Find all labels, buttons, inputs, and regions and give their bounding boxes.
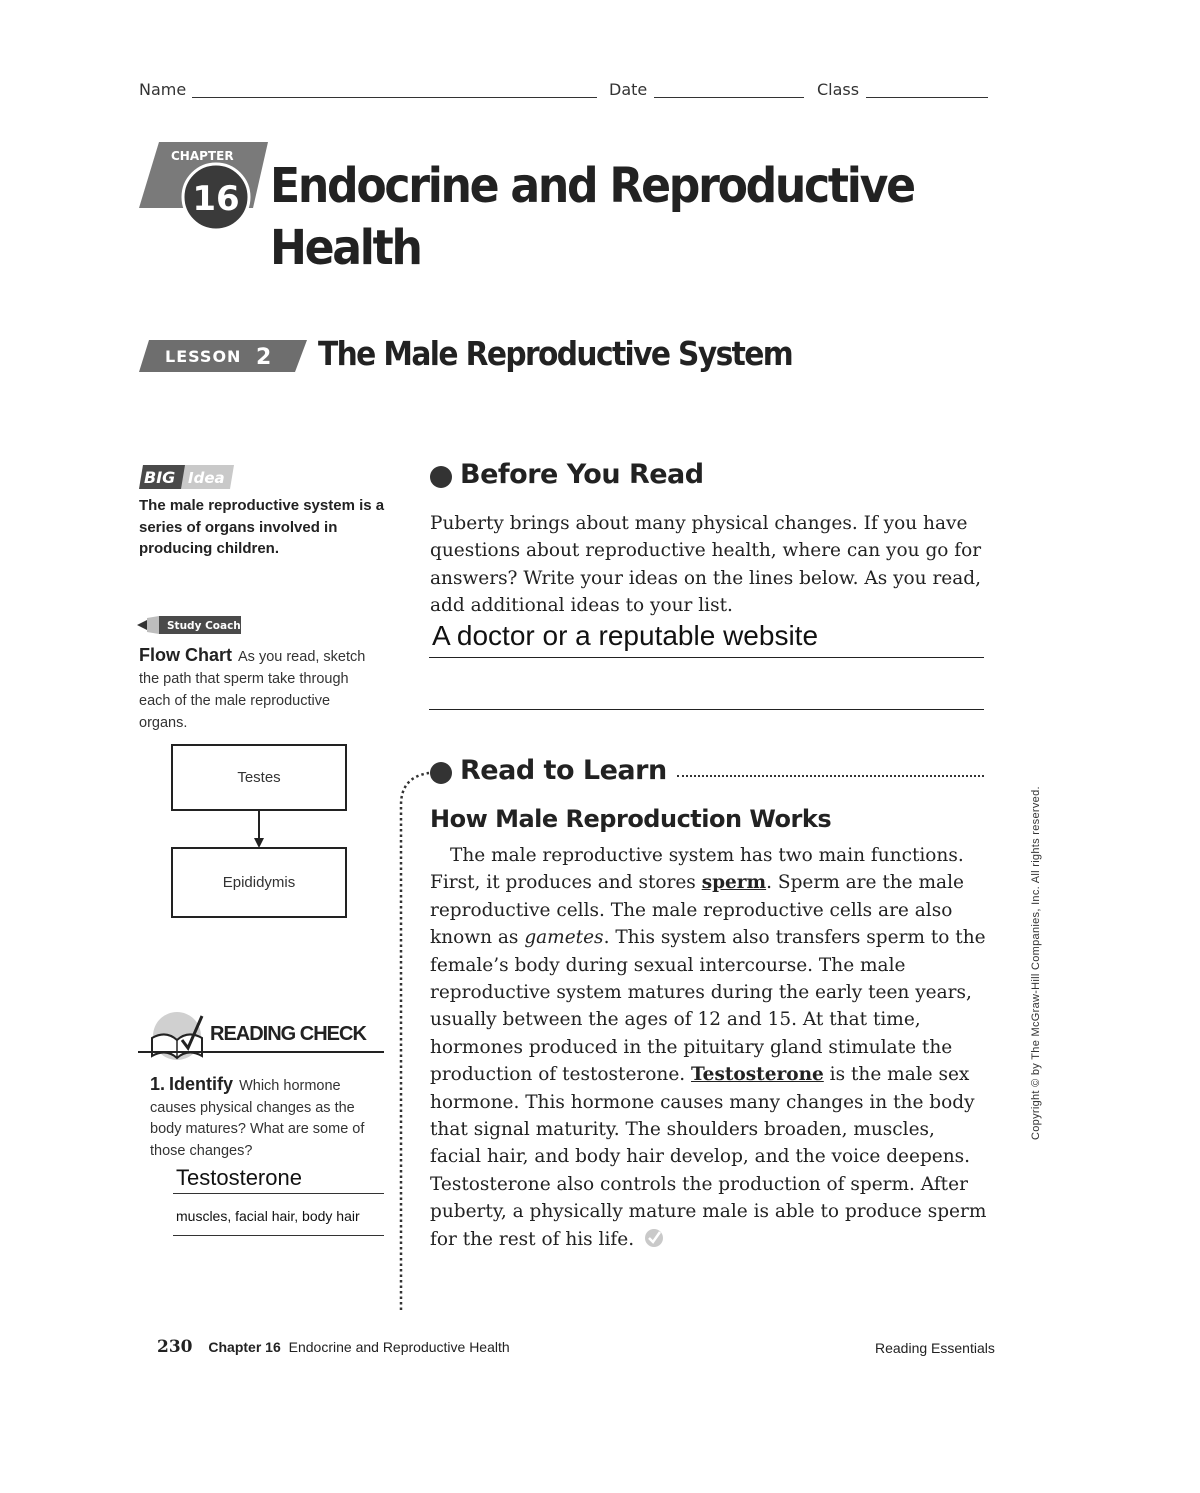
page-number: 230 [157, 1337, 193, 1357]
name-label: Name [139, 80, 187, 99]
flow-chart-text: As you read, sketch the path that sperm take through each of the male reproductive organs. [139, 649, 366, 731]
before-you-read-text: Puberty brings about many physical changes. If you have questions about reproductive health, where can you go for answers? Write your ideas on the lines below. As you read, add additional ideas to your list. [430, 513, 982, 617]
pencil-tip-icon [137, 620, 147, 630]
flow-box-label: Testes [237, 769, 281, 786]
footer-chapter-title: Endocrine and Reproductive Health [288, 1339, 510, 1355]
section-bullet-icon [430, 466, 452, 488]
read-to-learn-heading: Read to Learn [460, 755, 667, 786]
answer-line-a [429, 657, 984, 658]
flow-box-testes[interactable] [171, 744, 347, 811]
paragraph-part-4: is the male sex hormone. This hormone causes many changes in the body that signal maturity. The shoulders broaden, muscles, facial hair, and body hair develop, and the voice deepens. Testosterone also controls the production of sperm. After puberty, a physically mature male is able to produce sperm for the rest of his life. [430, 1064, 987, 1250]
name-field[interactable] [192, 97, 597, 98]
flow-chart-instructions [139, 644, 379, 734]
reading-check-question [150, 1074, 390, 1162]
paragraph-part-3: . This system also transfers sperm to the female’s body during sexual intercourse. The male reproductive system matures during the early teen years, usually between the ages of 12 and 15. At that time, hormones produced in the pituitary gland stimulate the production of testosterone. [430, 927, 986, 1086]
dotted-divider [395, 765, 435, 1310]
big-idea-tag [139, 465, 234, 489]
footer-book-title: Reading Essentials [875, 1340, 995, 1356]
reading-check-answer-1[interactable]: Testosterone [176, 1165, 302, 1190]
chapter-title [270, 155, 914, 279]
lesson-tag: LESSON [165, 347, 242, 366]
chapter-title-line1: Endocrine and Reproductive [270, 158, 914, 214]
date-field[interactable] [654, 97, 804, 98]
lesson-banner [139, 338, 307, 374]
lesson-number: 2 [256, 345, 272, 370]
section-bullet-icon [430, 762, 452, 784]
flow-box-epididymis[interactable] [171, 847, 347, 918]
before-you-read-answer[interactable]: A doctor or a reputable website [432, 620, 819, 651]
before-you-read-heading: Before You Read [460, 459, 704, 490]
heading-dotted-rule [677, 775, 984, 777]
answer-line-b[interactable] [429, 709, 984, 710]
open-book-check-icon [146, 1010, 208, 1064]
flow-box-label: Epididymis [222, 874, 296, 891]
class-field[interactable] [866, 97, 988, 98]
class-label: Class [817, 80, 860, 99]
flow-arrow-icon [252, 809, 266, 849]
flow-chart-lead: Flow Chart [139, 645, 232, 665]
reading-check-answer-2[interactable]: muscles, facial hair, body hair [176, 1208, 360, 1224]
chapter-title-line2: Health [270, 220, 421, 276]
footer-chapter-label: Chapter 16 [208, 1339, 281, 1355]
question-lead: Identify [169, 1074, 234, 1094]
chapter-number: 16 [192, 179, 240, 219]
big-idea-big: BIG [144, 468, 176, 487]
term-sperm[interactable]: sperm [701, 872, 767, 894]
reading-check-rule [138, 1051, 384, 1053]
date-label: Date [609, 80, 648, 99]
read-to-learn-paragraph [430, 842, 990, 1253]
how-male-reproduction-works-subheading: How Male Reproduction Works [430, 805, 832, 833]
chapter-tag: CHAPTER [171, 149, 234, 163]
term-testosterone[interactable]: Testosterone [691, 1064, 824, 1086]
answer-line-1 [173, 1193, 384, 1194]
chapter-badge [137, 140, 272, 235]
question-number: 1. [150, 1074, 166, 1094]
question-text: Which hormone causes physical changes as the body matures? What are some of those changes? [150, 1078, 365, 1159]
lesson-title: The Male Reproductive System [318, 334, 793, 373]
paragraph-part-2: . Sperm are the male reproductive cells. The male reproductive cells are also known as [430, 872, 964, 949]
reading-check-title: READING CHECK [210, 1023, 366, 1045]
big-idea-idea: Idea [188, 469, 225, 487]
term-gametes: gametes [524, 927, 604, 949]
study-coach-label: Study Coach [167, 620, 241, 632]
answer-line-2 [173, 1235, 384, 1236]
big-idea-text: The male reproductive system is a series of organs involved in producing children. [139, 497, 385, 557]
reading-check-marker-icon [644, 1228, 664, 1248]
study-coach-tag [137, 614, 243, 636]
page-footer [157, 1337, 510, 1357]
paragraph-part-1: The male reproductive system has two main functions. First, it produces and stores [430, 845, 964, 894]
copyright-notice: Copyright © by The McGraw-Hill Companies, Inc. All rights reserved. [1030, 786, 1042, 1140]
